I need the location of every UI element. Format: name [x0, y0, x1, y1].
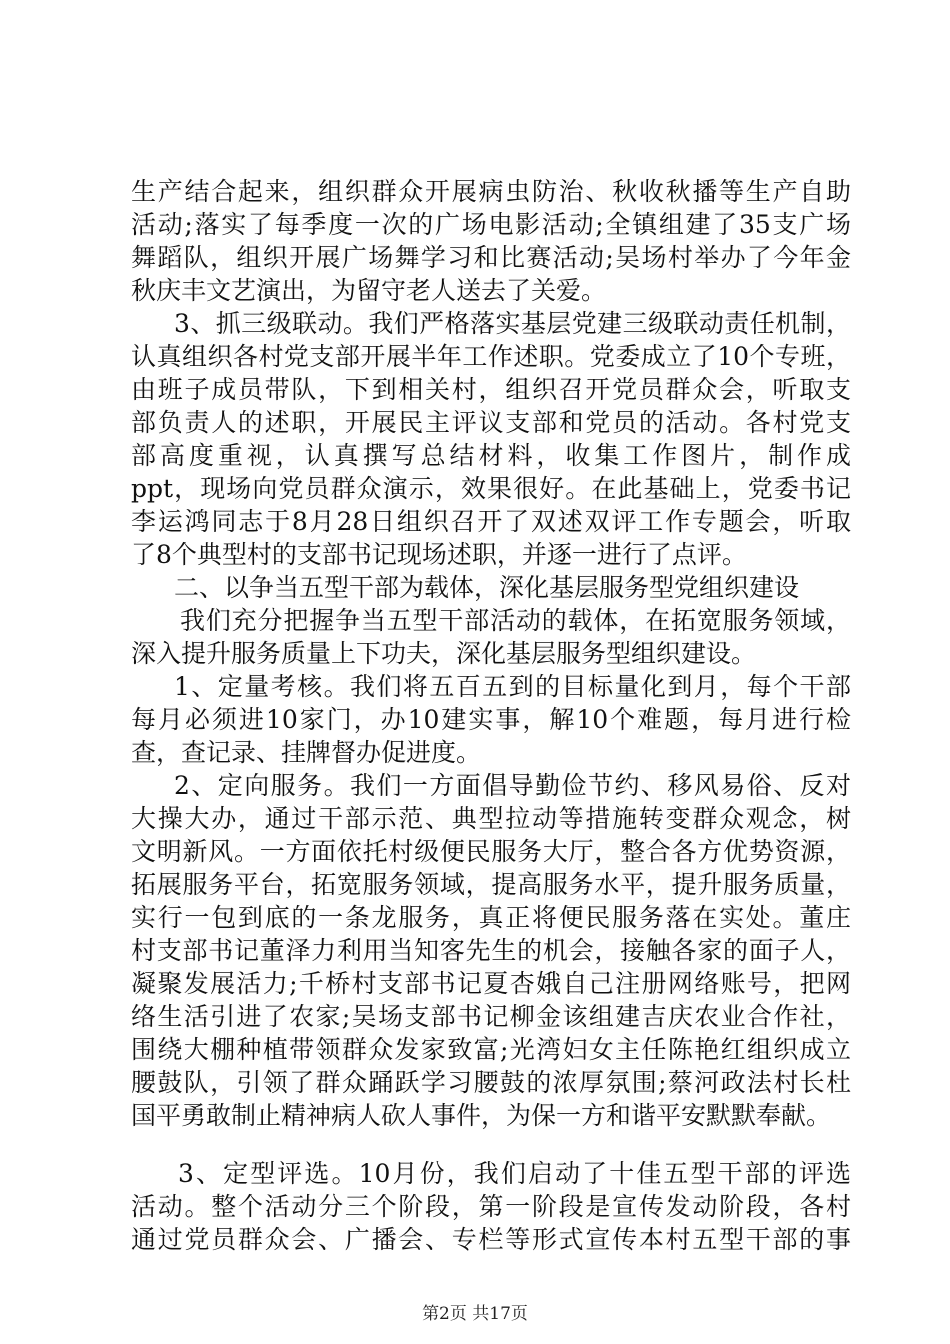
- text-line: 生产结合起来，组织群众开展病虫防治、秋收秋播等生产自助: [131, 177, 851, 206]
- text-line: 通过党员群众会、广播会、专栏等形式宣传本村五型干部的事: [131, 1225, 851, 1254]
- text-line: 了8个典型村的支部书记现场述职，并逐一进行了点评。: [131, 540, 747, 569]
- text-line: 秋庆丰文艺演出，为留守老人送去了关爱。: [131, 276, 607, 305]
- text-line: 李运鸿同志于8月28日组织召开了双述双评工作专题会，听取: [131, 507, 851, 536]
- text-line: 文明新风。一方面依托村级便民服务大厅，整合各方优势资源，: [131, 837, 851, 866]
- text-line: 深入提升服务质量上下功夫，深化基层服务型组织建设。: [131, 639, 757, 668]
- text-line: 络生活引进了农家;吴场支部书记柳金该组建吉庆农业合作社，: [131, 1002, 851, 1031]
- text-line: 国平勇敢制止精神病人砍人事件，为保一方和谐平安默默奉献。: [131, 1101, 832, 1130]
- text-line: 我们充分把握争当五型干部活动的载体，在拓宽服务领域，: [180, 606, 851, 635]
- text-line: 活动。整个活动分三个阶段，第一阶段是宣传发动阶段，各村: [131, 1192, 851, 1221]
- text-line: 拓展服务平台，拓宽服务领域，提高服务水平，提升服务质量，: [131, 870, 851, 899]
- text-line: 部高度重视，认真撰写总结材料，收集工作图片，制作成: [131, 441, 851, 470]
- text-line: 凝聚发展活力;千桥村支部书记夏杏娥自己注册网络账号，把网: [131, 969, 851, 998]
- text-line: 围绕大棚种植带领群众发家致富;光湾妇女主任陈艳红组织成立: [131, 1035, 851, 1064]
- text-line: 3、抓三级联动。我们严格落实基层党建三级联动责任机制，: [174, 309, 851, 338]
- text-line: 3、定型评选。10月份，我们启动了十佳五型干部的评选: [178, 1159, 851, 1188]
- text-line: 实行一包到底的一条龙服务，真正将便民服务落在实处。董庄: [131, 903, 851, 932]
- section-heading: 二、以争当五型干部为载体，深化基层服务型党组织建设: [174, 573, 800, 602]
- text-line: 腰鼓队，引领了群众踊跃学习腰鼓的浓厚氛围;蔡河政法村长杜: [131, 1068, 851, 1097]
- text-line: 1、定量考核。我们将五百五到的目标量化到月，每个干部: [174, 672, 851, 701]
- text-line: 大操大办，通过干部示范、典型拉动等措施转变群众观念，树: [131, 804, 851, 833]
- text-line: 认真组织各村党支部开展半年工作述职。党委成立了10个专班，: [131, 342, 851, 371]
- text-line: 每月必须进10家门，办10建实事，解10个难题，每月进行检: [131, 705, 851, 734]
- text-line: 舞蹈队，组织开展广场舞学习和比赛活动;吴场村举办了今年金: [131, 243, 851, 272]
- text-line: 部负责人的述职，开展民主评议支部和党员的活动。各村党支: [131, 408, 851, 437]
- text-line: 村支部书记董泽力利用当知客先生的机会，接触各家的面子人，: [131, 936, 851, 965]
- text-line: 活动;落实了每季度一次的广场电影活动;全镇组建了35支广场: [131, 210, 851, 239]
- text-line: 查，查记录、挂牌督办促进度。: [131, 738, 482, 767]
- page-number-footer: 第2页 共17页: [422, 1304, 528, 1324]
- text-line: 2、定向服务。我们一方面倡导勤俭节约、移风易俗、反对: [174, 771, 851, 800]
- text-line: 由班子成员带队，下到相关村，组织召开党员群众会，听取支: [131, 375, 851, 404]
- text-line: ppt，现场向党员群众演示，效果很好。在此基础上，党委书记: [131, 474, 851, 503]
